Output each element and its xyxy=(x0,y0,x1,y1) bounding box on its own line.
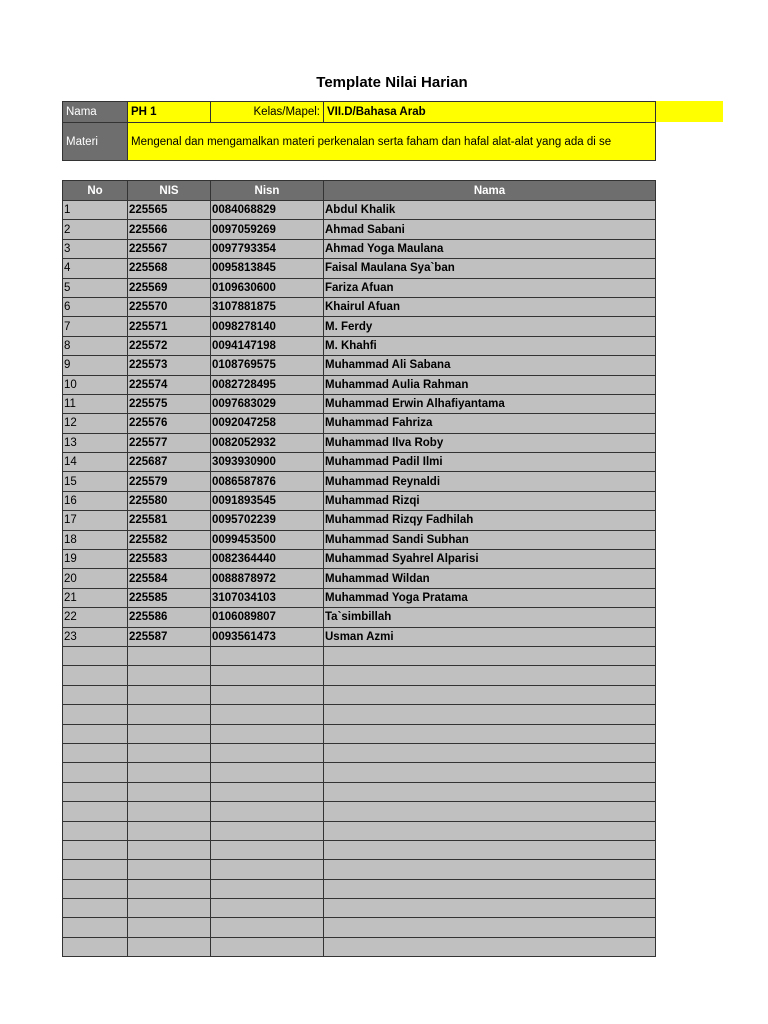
table-row xyxy=(63,899,656,918)
cell-nis[interactable] xyxy=(128,802,211,821)
cell-no[interactable] xyxy=(63,705,128,724)
column-header-no[interactable]: No xyxy=(63,181,128,201)
cell-nisn[interactable]: 0097793354 xyxy=(211,239,324,258)
cell-nisn[interactable]: 3107881875 xyxy=(211,297,324,316)
cell-no[interactable]: 21 xyxy=(63,588,128,607)
cell-nama[interactable] xyxy=(324,646,656,665)
header-row-materi xyxy=(63,123,656,161)
cell-nisn[interactable] xyxy=(211,860,324,879)
cell-no[interactable]: 14 xyxy=(63,453,128,472)
table-row xyxy=(63,763,656,782)
cell-nis[interactable]: 225572 xyxy=(128,336,211,355)
table-row xyxy=(63,860,656,879)
cell-nisn[interactable]: 0097683029 xyxy=(211,394,324,413)
cell-nisn[interactable] xyxy=(211,879,324,898)
cell-nis[interactable]: 225582 xyxy=(128,530,211,549)
table-row xyxy=(63,588,656,607)
table-row xyxy=(63,453,656,472)
table-row xyxy=(63,879,656,898)
cell-nis[interactable]: 225583 xyxy=(128,550,211,569)
cell-nama[interactable]: Muhammad Reynaldi xyxy=(324,472,656,491)
cell-nama[interactable] xyxy=(324,763,656,782)
cell-nisn[interactable] xyxy=(211,802,324,821)
table-row xyxy=(63,433,656,452)
cell-nis[interactable]: 225687 xyxy=(128,453,211,472)
table-row xyxy=(63,530,656,549)
cell-no[interactable] xyxy=(63,646,128,665)
cell-nis[interactable] xyxy=(128,821,211,840)
cell-nis[interactable]: 225570 xyxy=(128,297,211,316)
cell-nis[interactable]: 225575 xyxy=(128,394,211,413)
cell-nama[interactable] xyxy=(324,724,656,743)
cell-nis[interactable]: 225571 xyxy=(128,317,211,336)
cell-nisn[interactable] xyxy=(211,840,324,859)
header-row-nama xyxy=(63,102,656,123)
cell-nis[interactable]: 225566 xyxy=(128,220,211,239)
table-row xyxy=(63,550,656,569)
cell-nisn[interactable]: 0082728495 xyxy=(211,375,324,394)
cell-no[interactable]: 23 xyxy=(63,627,128,646)
cell-nisn[interactable]: 0084068829 xyxy=(211,201,324,220)
cell-nis[interactable] xyxy=(128,763,211,782)
cell-no[interactable]: 1 xyxy=(63,201,128,220)
cell-nama[interactable] xyxy=(324,840,656,859)
cell-nisn[interactable]: 3107034103 xyxy=(211,588,324,607)
table-row xyxy=(63,685,656,704)
cell-nis[interactable] xyxy=(128,918,211,937)
table-row xyxy=(63,743,656,762)
table-row xyxy=(63,705,656,724)
cell-nisn[interactable] xyxy=(211,705,324,724)
cell-no[interactable]: 18 xyxy=(63,530,128,549)
cell-nis[interactable]: 225565 xyxy=(128,201,211,220)
cell-nama[interactable] xyxy=(324,899,656,918)
cell-nis[interactable] xyxy=(128,879,211,898)
table-row xyxy=(63,414,656,433)
cell-nisn[interactable]: 0091893545 xyxy=(211,491,324,510)
materi-label: Materi xyxy=(63,123,128,161)
cell-nis[interactable]: 225567 xyxy=(128,239,211,258)
cell-nisn[interactable]: 0094147198 xyxy=(211,336,324,355)
cell-no[interactable]: 4 xyxy=(63,259,128,278)
cell-nama[interactable]: Muhammad Wildan xyxy=(324,569,656,588)
cell-nisn[interactable]: 0108769575 xyxy=(211,356,324,375)
cell-nisn[interactable]: 0086587876 xyxy=(211,472,324,491)
header-info-table xyxy=(62,101,656,161)
cell-nisn[interactable] xyxy=(211,763,324,782)
table-row xyxy=(63,646,656,665)
table-row xyxy=(63,472,656,491)
column-header-nis[interactable]: NIS xyxy=(128,181,211,201)
cell-no[interactable] xyxy=(63,724,128,743)
cell-nis[interactable]: 225568 xyxy=(128,259,211,278)
cell-nisn[interactable]: 0097059269 xyxy=(211,220,324,239)
column-header-nisn[interactable]: Nisn xyxy=(211,181,324,201)
cell-nis[interactable]: 225573 xyxy=(128,356,211,375)
cell-nama[interactable]: Muhammad Aulia Rahman xyxy=(324,375,656,394)
page-title: Template Nilai Harian xyxy=(316,74,468,91)
cell-nis[interactable] xyxy=(128,724,211,743)
cell-nis[interactable] xyxy=(128,685,211,704)
cell-nisn[interactable] xyxy=(211,743,324,762)
cell-no[interactable] xyxy=(63,879,128,898)
cell-nis[interactable] xyxy=(128,782,211,801)
kelas-mapel-label: Kelas/Mapel: xyxy=(211,102,324,123)
cell-nis[interactable]: 225576 xyxy=(128,414,211,433)
cell-nis[interactable] xyxy=(128,743,211,762)
cell-nisn[interactable] xyxy=(211,782,324,801)
cell-nama[interactable] xyxy=(324,782,656,801)
cell-nis[interactable]: 225586 xyxy=(128,608,211,627)
table-row xyxy=(63,259,656,278)
cell-no[interactable]: 17 xyxy=(63,511,128,530)
table-row xyxy=(63,511,656,530)
table-row xyxy=(63,724,656,743)
cell-no[interactable] xyxy=(63,743,128,762)
cell-nama[interactable]: Muhammad Fahriza xyxy=(324,414,656,433)
cell-no[interactable] xyxy=(63,821,128,840)
table-row xyxy=(63,666,656,685)
table-row xyxy=(63,336,656,355)
cell-no[interactable]: 8 xyxy=(63,336,128,355)
cell-no[interactable] xyxy=(63,782,128,801)
cell-nis[interactable]: 225574 xyxy=(128,375,211,394)
cell-nis[interactable] xyxy=(128,899,211,918)
cell-nama[interactable] xyxy=(324,918,656,937)
cell-nama[interactable]: Ta`simbillah xyxy=(324,608,656,627)
cell-nama[interactable] xyxy=(324,685,656,704)
cell-nama[interactable] xyxy=(324,743,656,762)
cell-nama[interactable]: Muhammad Syahrel Alparisi xyxy=(324,550,656,569)
cell-nisn[interactable] xyxy=(211,646,324,665)
cell-nama[interactable]: Muhammad Rizqy Fadhilah xyxy=(324,511,656,530)
cell-nis[interactable] xyxy=(128,860,211,879)
cell-nama[interactable]: Khairul Afuan xyxy=(324,297,656,316)
nama-label: Nama xyxy=(63,102,128,123)
cell-nisn[interactable]: 0082052932 xyxy=(211,433,324,452)
cell-no[interactable]: 11 xyxy=(63,394,128,413)
cell-no[interactable]: 15 xyxy=(63,472,128,491)
cell-nama[interactable]: Muhammad Yoga Pratama xyxy=(324,588,656,607)
cell-nis[interactable]: 225569 xyxy=(128,278,211,297)
cell-nisn[interactable]: 0095813845 xyxy=(211,259,324,278)
cell-no[interactable]: 20 xyxy=(63,569,128,588)
cell-no[interactable]: 3 xyxy=(63,239,128,258)
cell-nisn[interactable]: 0106089807 xyxy=(211,608,324,627)
cell-nisn[interactable] xyxy=(211,918,324,937)
cell-no[interactable] xyxy=(63,840,128,859)
cell-nis[interactable] xyxy=(128,646,211,665)
cell-nis[interactable]: 225584 xyxy=(128,569,211,588)
cell-nisn[interactable] xyxy=(211,685,324,704)
cell-no[interactable] xyxy=(63,860,128,879)
cell-nisn[interactable]: 0099453500 xyxy=(211,530,324,549)
cell-nisn[interactable] xyxy=(211,666,324,685)
cell-nama[interactable]: Faisal Maulana Sya`ban xyxy=(324,259,656,278)
cell-no[interactable] xyxy=(63,937,128,956)
table-row xyxy=(63,782,656,801)
cell-nisn[interactable]: 0092047258 xyxy=(211,414,324,433)
nama-value-cell[interactable]: PH 1 xyxy=(128,102,211,123)
cell-no[interactable]: 7 xyxy=(63,317,128,336)
table-row xyxy=(63,201,656,220)
cell-no[interactable]: 5 xyxy=(63,278,128,297)
cell-nis[interactable]: 225579 xyxy=(128,472,211,491)
table-row xyxy=(63,569,656,588)
cell-no[interactable]: 19 xyxy=(63,550,128,569)
table-row xyxy=(63,627,656,646)
cell-nama[interactable]: Ahmad Yoga Maulana xyxy=(324,239,656,258)
cell-no[interactable] xyxy=(63,899,128,918)
cell-nama[interactable] xyxy=(324,666,656,685)
cell-nis[interactable]: 225585 xyxy=(128,588,211,607)
cell-nis[interactable]: 225581 xyxy=(128,511,211,530)
cell-nama[interactable]: Usman Azmi xyxy=(324,627,656,646)
cell-nama[interactable] xyxy=(324,705,656,724)
cell-nisn[interactable]: 0088878972 xyxy=(211,569,324,588)
cell-nisn[interactable] xyxy=(211,937,324,956)
table-row xyxy=(63,937,656,956)
cell-no[interactable] xyxy=(63,763,128,782)
cell-nis[interactable] xyxy=(128,705,211,724)
table-row xyxy=(63,491,656,510)
cell-nis[interactable]: 225580 xyxy=(128,491,211,510)
cell-nama[interactable]: Ahmad Sabani xyxy=(324,220,656,239)
cell-nama[interactable] xyxy=(324,821,656,840)
table-row xyxy=(63,608,656,627)
cell-nisn[interactable]: 0109630600 xyxy=(211,278,324,297)
cell-no[interactable]: 12 xyxy=(63,414,128,433)
table-row xyxy=(63,918,656,937)
table-row xyxy=(63,840,656,859)
cell-nis[interactable] xyxy=(128,666,211,685)
cell-nama[interactable] xyxy=(324,937,656,956)
cell-no[interactable] xyxy=(63,802,128,821)
cell-nisn[interactable] xyxy=(211,724,324,743)
cell-no[interactable] xyxy=(63,685,128,704)
cell-nisn[interactable]: 0093561473 xyxy=(211,627,324,646)
table-row xyxy=(63,220,656,239)
cell-no[interactable] xyxy=(63,918,128,937)
cell-nama[interactable]: Fariza Afuan xyxy=(324,278,656,297)
table-row xyxy=(63,394,656,413)
table-row xyxy=(63,821,656,840)
cell-nama[interactable]: M. Khahfi xyxy=(324,336,656,355)
cell-nama[interactable] xyxy=(324,802,656,821)
cell-nama[interactable]: Muhammad Ali Sabana xyxy=(324,356,656,375)
table-row xyxy=(63,239,656,258)
table-row xyxy=(63,278,656,297)
cell-nisn[interactable] xyxy=(211,821,324,840)
cell-no[interactable]: 16 xyxy=(63,491,128,510)
cell-nisn[interactable]: 0098278140 xyxy=(211,317,324,336)
cell-nama[interactable]: Muhammad Sandi Subhan xyxy=(324,530,656,549)
kelas-overflow-fill xyxy=(655,101,723,122)
table-row xyxy=(63,375,656,394)
cell-no[interactable]: 9 xyxy=(63,356,128,375)
cell-nisn[interactable]: 3093930900 xyxy=(211,453,324,472)
cell-no[interactable]: 10 xyxy=(63,375,128,394)
cell-no[interactable] xyxy=(63,666,128,685)
cell-nama[interactable]: Muhammad Padil Ilmi xyxy=(324,453,656,472)
table-row xyxy=(63,356,656,375)
student-grade-table xyxy=(62,180,656,957)
cell-nis[interactable] xyxy=(128,840,211,859)
cell-no[interactable]: 2 xyxy=(63,220,128,239)
cell-no[interactable]: 13 xyxy=(63,433,128,452)
kelas-mapel-value-cell[interactable]: VII.D/Bahasa Arab xyxy=(324,102,656,123)
materi-value-cell[interactable]: Mengenal dan mengamalkan materi perkenalan serta faham dan hafal alat-alat yang ada di se xyxy=(128,123,656,161)
table-row xyxy=(63,317,656,336)
table-row xyxy=(63,297,656,316)
cell-nama[interactable]: Muhammad Rizqi xyxy=(324,491,656,510)
column-header-nama[interactable]: Nama xyxy=(324,181,656,201)
cell-nisn[interactable]: 0082364440 xyxy=(211,550,324,569)
cell-no[interactable]: 22 xyxy=(63,608,128,627)
cell-nis[interactable]: 225577 xyxy=(128,433,211,452)
cell-nisn[interactable] xyxy=(211,899,324,918)
cell-nama[interactable]: Muhammad Ilva Roby xyxy=(324,433,656,452)
cell-nama[interactable] xyxy=(324,860,656,879)
cell-nisn[interactable]: 0095702239 xyxy=(211,511,324,530)
cell-nis[interactable]: 225587 xyxy=(128,627,211,646)
cell-nama[interactable]: Muhammad Erwin Alhafiyantama xyxy=(324,394,656,413)
cell-nama[interactable]: M. Ferdy xyxy=(324,317,656,336)
table-header-row xyxy=(63,181,656,201)
cell-nama[interactable]: Abdul Khalik xyxy=(324,201,656,220)
cell-no[interactable]: 6 xyxy=(63,297,128,316)
cell-nis[interactable] xyxy=(128,937,211,956)
cell-nama[interactable] xyxy=(324,879,656,898)
table-row xyxy=(63,802,656,821)
